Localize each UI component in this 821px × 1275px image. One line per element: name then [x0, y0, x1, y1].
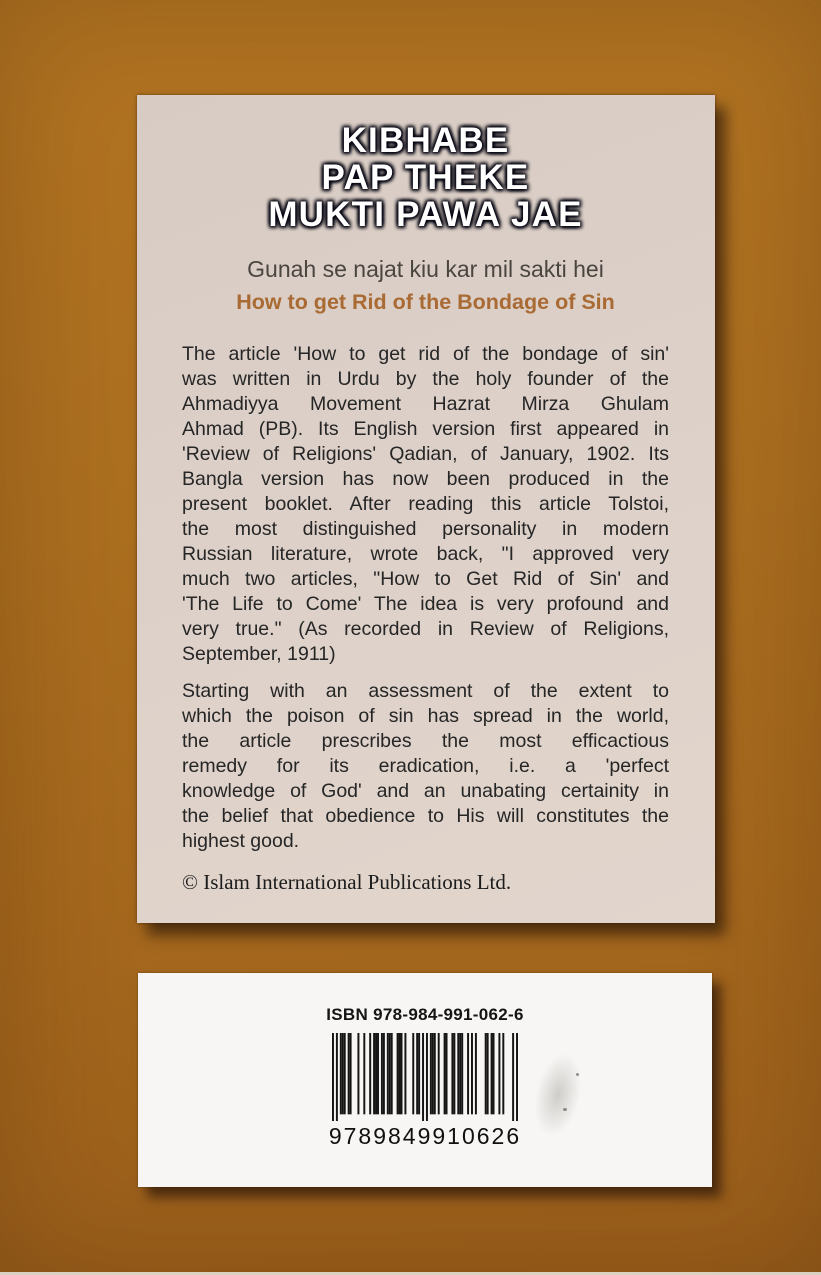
ink-speck [576, 1073, 579, 1076]
paragraph-line: the most distinguished personality in modern [182, 518, 669, 540]
paragraph-line: knowledge of God' and an unabating certainity in [182, 780, 669, 802]
copyright-line: © Islam International Publications Ltd. [182, 870, 512, 894]
ink-speck [563, 1108, 567, 1111]
book-title [182, 122, 669, 233]
paragraph-line: September, 1911) [182, 643, 336, 665]
paragraph-line: the belief that obedience to His will constitutes the [182, 805, 669, 827]
paragraph-line: highest good. [182, 830, 300, 852]
paragraph-line: Ahmadiyya Movement Hazrat Mirza Ghulam [182, 393, 669, 415]
ean13-barcode [332, 1033, 518, 1121]
paragraph-line: Starting with an assessment of the extent to [182, 680, 669, 702]
paragraph-line: was written in Urdu by the holy founder of the [182, 368, 669, 390]
paragraph-line: very true." (As recorded in Review of Religions, [182, 618, 669, 640]
paragraph-1 [182, 342, 669, 667]
paragraph-line: present booklet. After reading this article Tolstoi, [182, 493, 669, 515]
book-title-line: MUKTI PAWA JAE [268, 195, 583, 234]
barcode-digits: 9789849910626 [328, 1123, 522, 1149]
paragraph-line: remedy for its eradication, i.e. a 'perfect [182, 755, 669, 777]
barcode-panel [138, 973, 712, 1187]
paragraph-line: which the poison of sin has spread in the world, [182, 705, 669, 727]
paragraph-line: Ahmad (PB). Its English version first appeared in [182, 418, 669, 440]
subtitle-english: How to get Rid of the Bondage of Sin [236, 290, 615, 314]
subtitle-roman: Gunah se najat kiu kar mil sakti hei [247, 256, 604, 282]
paragraph-line: the article prescribes the most efficactious [182, 730, 669, 752]
isbn-text: ISBN 978-984-991-062-6 [326, 1005, 524, 1024]
book-title-line: PAP THEKE [321, 158, 530, 197]
cover-text-panel [137, 95, 715, 923]
paragraph-line: Russian literature, wrote back, "I approved very [182, 543, 669, 565]
paragraph-2 [182, 679, 669, 854]
paragraph-line: The article 'How to get rid of the bondage of sin' [182, 343, 669, 365]
paragraph-line: Bangla version has now been produced in the [182, 468, 669, 490]
paragraph-line: much two articles, "How to Get Rid of Sin' and [182, 568, 669, 590]
paragraph-line: 'Review of Religions' Qadian, of January, 1902. Its [182, 443, 669, 465]
ink-smudge [528, 1049, 589, 1140]
paragraph-line: 'The Life to Come' The idea is very profound and [182, 593, 669, 615]
book-title-line: KIBHABE [341, 121, 510, 160]
